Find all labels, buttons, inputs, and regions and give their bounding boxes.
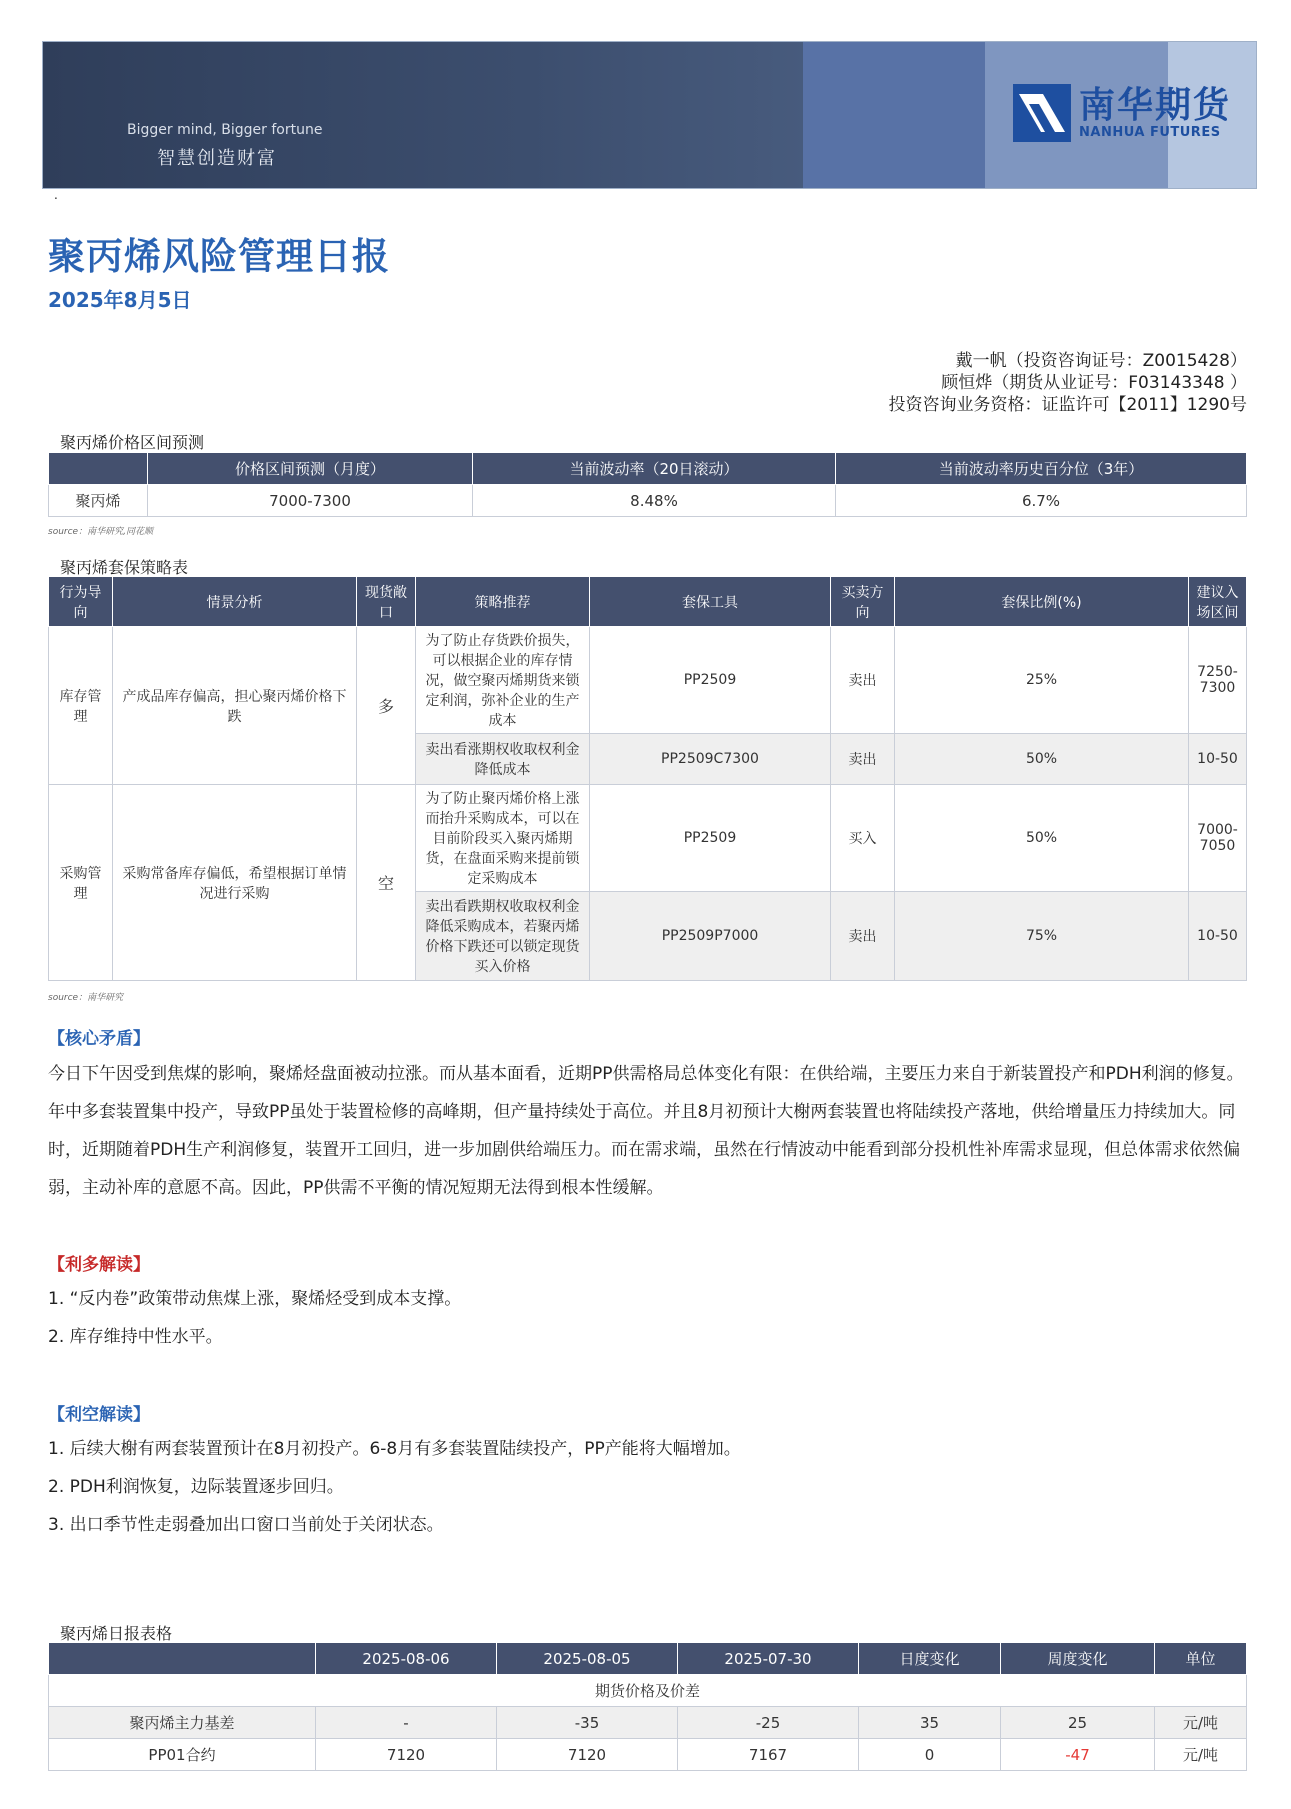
table-cell: 8.48% <box>473 485 836 517</box>
table-cell: 卖出看跌期权收取权利金降低采购成本，若聚丙烯价格下跌还可以锁定现货买入价格 <box>416 892 590 981</box>
author-line: 顾恒烨（期货从业证号：F03143348 ） <box>941 373 1247 393</box>
table-cell: 0 <box>859 1739 1001 1771</box>
list-item: 2. PDH利润恢复，边际装置逐步回归。 <box>48 1477 344 1497</box>
table-cell: 7250-7300 <box>1189 627 1247 734</box>
table-cell: 卖出 <box>831 734 895 785</box>
banner-stripe <box>803 42 985 188</box>
table-cell: 买入 <box>831 785 895 892</box>
table-header: 套保工具 <box>590 577 831 627</box>
table-cell: 25% <box>895 627 1189 734</box>
table-cell: 为了防止聚丙烯价格上涨而抬升采购成本，可以在目前阶段买入聚丙烯期货，在盘面采购来提前锁定采购成本 <box>416 785 590 892</box>
table-cell: 产成品库存偏高，担心聚丙烯价格下跌 <box>113 627 357 785</box>
hedge-table-label: 聚丙烯套保策略表 <box>60 558 189 577</box>
table-cell: 元/吨 <box>1155 1739 1247 1771</box>
table-cell: - <box>316 1707 497 1739</box>
price-forecast-label: 聚丙烯价格区间预测 <box>60 433 205 452</box>
list-item: 3. 出口季节性走弱叠加出口窗口当前处于关闭状态。 <box>48 1515 444 1535</box>
table-cell: 7000-7050 <box>1189 785 1247 892</box>
table-header <box>49 1643 316 1675</box>
logo-mark-icon <box>1013 84 1071 142</box>
table-cell: PP01合约 <box>49 1739 316 1771</box>
list-item: 1. “反内卷”政策带动焦煤上涨，聚烯烃受到成本支撑。 <box>48 1289 462 1309</box>
table-cell: 50% <box>895 734 1189 785</box>
table-cell: 卖出看涨期权收取权利金降低成本 <box>416 734 590 785</box>
table-header: 2025-07-30 <box>678 1643 859 1675</box>
table-header: 2025-08-05 <box>497 1643 678 1675</box>
table-header: 行为导向 <box>49 577 113 627</box>
author-block <box>888 350 1247 416</box>
table-cell: 10-50 <box>1189 734 1247 785</box>
hedge-strategy-table <box>48 576 1247 981</box>
logo-name-en: NANHUA FUTURES <box>1079 124 1221 140</box>
list-item: 1. 后续大榭有两套装置预计在8月初投产。6-8月有多套装置陆续投产，PP产能将大幅增加。 <box>48 1439 741 1459</box>
table-cell: 卖出 <box>831 892 895 981</box>
table-cell: 卖出 <box>831 627 895 734</box>
table-cell: 25 <box>1001 1707 1155 1739</box>
table-header: 当前波动率历史百分位（3年） <box>836 453 1247 485</box>
table-cell: 采购常备库存偏低，希望根据订单情况进行采购 <box>113 785 357 981</box>
table-cell: 7167 <box>678 1739 859 1771</box>
table-header: 单位 <box>1155 1643 1247 1675</box>
table-cell: 为了防止存货跌价损失，可以根据企业的库存情况，做空聚丙烯期货来锁定利润，弥补企业的生产成本 <box>416 627 590 734</box>
author-line: 戴一帆（投资咨询证号：Z0015428） <box>955 351 1247 371</box>
table-cell: 35 <box>859 1707 1001 1739</box>
price-forecast-table <box>48 452 1247 517</box>
bullish-list <box>48 1280 1248 1356</box>
table-header: 策略推荐 <box>416 577 590 627</box>
table-cell: 聚丙烯主力基差 <box>49 1707 316 1739</box>
table-cell: 元/吨 <box>1155 1707 1247 1739</box>
table-cell: PP2509 <box>590 627 831 734</box>
section-row: 期货价格及价差 <box>49 1675 1247 1707</box>
core-conflict-heading: 【核心矛盾】 <box>48 1029 150 1049</box>
table-cell: 采购管理 <box>49 785 113 981</box>
logo-name-cn: 南华期货 <box>1079 84 1232 126</box>
source-note: source：南华研究 <box>48 993 124 1003</box>
table-cell: PP2509 <box>590 785 831 892</box>
separator-dot: . <box>54 188 58 202</box>
table-header: 建议入场区间 <box>1189 577 1247 627</box>
bearish-heading: 【利空解读】 <box>48 1405 150 1425</box>
slogan-english: Bigger mind, Bigger fortune <box>127 122 323 138</box>
table-cell: 7000-7300 <box>148 485 473 517</box>
author-line: 投资咨询业务资格：证监许可【2011】1290号 <box>888 395 1247 415</box>
table-header: 日度变化 <box>859 1643 1001 1675</box>
table-cell: 7120 <box>316 1739 497 1771</box>
table-cell: 75% <box>895 892 1189 981</box>
table-cell: 7120 <box>497 1739 678 1771</box>
table-header: 情景分析 <box>113 577 357 627</box>
daily-report-table <box>48 1642 1247 1771</box>
list-item: 2. 库存维持中性水平。 <box>48 1327 223 1347</box>
table-cell: 50% <box>895 785 1189 892</box>
table-cell: 库存管理 <box>49 627 113 785</box>
table-cell: 6.7% <box>836 485 1247 517</box>
bullish-heading: 【利多解读】 <box>48 1255 150 1275</box>
header-banner <box>42 41 1257 189</box>
table-cell: 多 <box>357 627 416 785</box>
table-header: 2025-08-06 <box>316 1643 497 1675</box>
table-header: 套保比例(%) <box>895 577 1189 627</box>
table-cell: -25 <box>678 1707 859 1739</box>
table-cell: -47 <box>1001 1739 1155 1771</box>
table-cell: 10-50 <box>1189 892 1247 981</box>
table-header: 价格区间预测（月度） <box>148 453 473 485</box>
report-title: 聚丙烯风险管理日报 <box>48 235 390 278</box>
table-cell: PP2509P7000 <box>590 892 831 981</box>
daily-table-label: 聚丙烯日报表格 <box>60 1624 173 1643</box>
table-header: 现货敞口 <box>357 577 416 627</box>
table-cell: PP2509C7300 <box>590 734 831 785</box>
bearish-list <box>48 1430 1248 1544</box>
table-header: 周度变化 <box>1001 1643 1155 1675</box>
table-header: 当前波动率（20日滚动） <box>473 453 836 485</box>
table-header <box>49 453 148 485</box>
table-cell: 聚丙烯 <box>49 485 148 517</box>
slogan-chinese: 智慧创造财富 <box>157 148 277 169</box>
table-header: 买卖方向 <box>831 577 895 627</box>
table-cell: 空 <box>357 785 416 981</box>
company-logo <box>1013 84 1231 142</box>
report-date: 2025年8月5日 <box>48 288 192 312</box>
core-conflict-text: 今日下午因受到焦煤的影响，聚烯烃盘面被动拉涨。而从基本面看，近期PP供需格局总体变化有限：在供给端，主要压力来自于新装置投产和PDH利润的修复。年中多套装置集中投产，导致PP虽处于装置检修的高峰期，但产量持续处于高位。并且8月初预计大榭两套装置也将陆续投产落地，供给增量压力持续加大。同时，近期随着PDH生产利润修复，装置开工回归，进一步加剧供给端压力。而在需求端，虽然在行情波动中能看到部分投机性补库需求显现，但总体需求依然偏弱，主动补库的意愿不高。因此，PP供需不平衡的情况短期无法得到根本性缓解。 <box>48 1064 1244 1198</box>
source-note: source：南华研究,同花顺 <box>48 527 153 537</box>
table-cell: -35 <box>497 1707 678 1739</box>
